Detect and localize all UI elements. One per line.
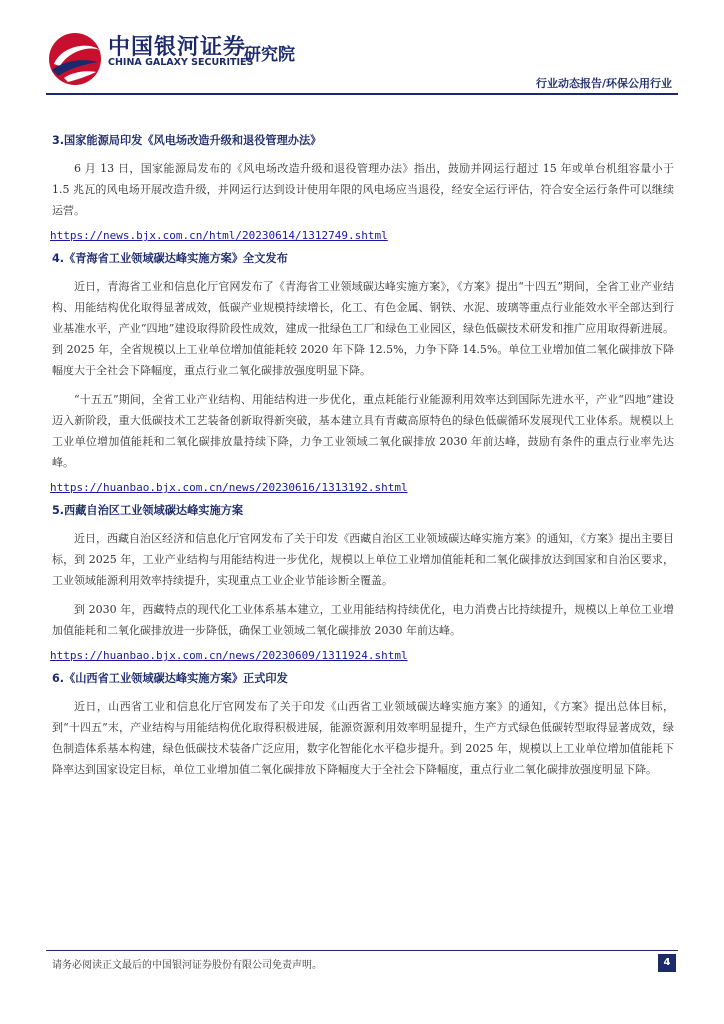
header-divider <box>46 93 678 95</box>
institute-label: 研究院 <box>244 45 295 65</box>
paragraph: 到 2030 年，西藏特点的现代化工业体系基本建立，工业用能结构持续优化，电力消费占比持续提升，规模以上单位工业增加值能耗和二氧化碳排放进一步降低，确保工业领域二氧化碳排放 2030 年前达峰。 <box>52 603 674 637</box>
source-link[interactable]: https://news.bjx.com.cn/html/20230614/1312749.shtml <box>50 229 388 242</box>
section-6 <box>52 670 674 780</box>
section-title: 3.国家能源局印发《风电场改造升级和退役管理办法》 <box>52 134 322 147</box>
paragraph: 近日，青海省工业和信息化厅官网发布了《青海省工业领域碳达峰实施方案》，《方案》提出“十四五”期间，全省工业产业结构、用能结构优化取得显著成效，低碳产业规模持续增长，化工、有色金属、钢铁、水泥、玻璃等重点行业能效水平全部达到行业基准水平，产业“四地”建设取得阶段性成效，建成一批绿色工厂和绿色工业园区，绿色低碳技术研发和推广应用取得新进展。到 2025 年，全省规模以上工业单位增加值能耗较 2020 年下降 12.5%，力争下降 14.5%。单位工业增加值二氧化碳排放下降幅度大于全社会下降幅度，重点行业二氧化碳排放强度明显下降。 <box>52 280 674 377</box>
section-5 <box>52 502 674 662</box>
footer-divider <box>46 950 678 951</box>
section-title: 6.《山西省工业领域碳达峰实施方案》正式印发 <box>52 672 288 685</box>
brand-name-cn: 中国银河证券 <box>108 35 247 60</box>
section-3 <box>52 132 674 242</box>
source-link[interactable]: https://huanbao.bjx.com.cn/news/20230616/1313192.shtml <box>50 481 408 494</box>
main-content <box>52 132 674 788</box>
paragraph: “十五五”期间，全省工业产业结构、用能结构进一步优化，重点耗能行业能源利用效率达到国际先进水平，产业“四地”建设迈入新阶段，重大低碳技术工艺装备创新取得新突破，基本建立具有青藏高原特色的绿色低碳循环发展现代工业体系。规模以上工业单位增加值能耗和二氧化碳排放量持续下降，力争工业领域二氧化碳排放 2030 年前达峰，鼓励有条件的重点行业率先达峰。 <box>52 393 674 469</box>
page-number: 4 <box>658 954 676 972</box>
paragraph: 6 月 13 日，国家能源局发布的《风电场改造升级和退役管理办法》指出，鼓励并网运行超过 15 年或单台机组容量小于 1.5 兆瓦的风电场开展改造升级，并网运行达到设计使用年限的风电场应当退役，经安全运行评估，符合安全运行条件可以继续运营。 <box>52 162 674 217</box>
galaxy-logo-icon <box>46 30 104 88</box>
paragraph: 近日，山西省工业和信息化厅官网发布了关于印发《山西省工业领域碳达峰实施方案》的通知，《方案》提出总体目标，到“十四五”末，产业结构与用能结构优化取得积极进展，能源资源利用效率明显提升，生产方式绿色低碳转型取得显著成效，绿色制造体系基本构建，绿色低碳技术装备广泛应用，数字化智能化水平稳步提升。到 2025 年，规模以上工业单位增加值能耗下降率达到国家设定目标，单位工业增加值二氧化碳排放下降幅度大于全社会下降幅度，重点行业二氧化碳排放强度明显下降。 <box>52 700 674 776</box>
paragraph: 近日，西藏自治区经济和信息化厅官网发布了关于印发《西藏自治区工业领域碳达峰实施方案》的通知，《方案》提出主要目标，到 2025 年，工业产业结构与用能结构进一步优化，规模以上单位工业增加值能耗和二氧化碳排放达到国家和自治区要求，工业领域能源利用效率持续提升，实现重点工业企业节能诊断全覆盖。 <box>52 532 674 587</box>
report-type: 行业动态报告/环保公用行业 <box>535 77 672 90</box>
section-title: 4.《青海省工业领域碳达峰实施方案》全文发布 <box>52 252 288 265</box>
brand-name-en: CHINA GALAXY SECURITIES <box>108 57 254 68</box>
source-link[interactable]: https://huanbao.bjx.com.cn/news/20230609/1311924.shtml <box>50 649 408 662</box>
section-4 <box>52 250 674 494</box>
page-header <box>0 0 724 100</box>
footer-disclaimer: 请务必阅读正文最后的中国银河证券股份有限公司免责声明。 <box>52 960 322 971</box>
section-title: 5.西藏自治区工业领域碳达峰实施方案 <box>52 504 244 517</box>
